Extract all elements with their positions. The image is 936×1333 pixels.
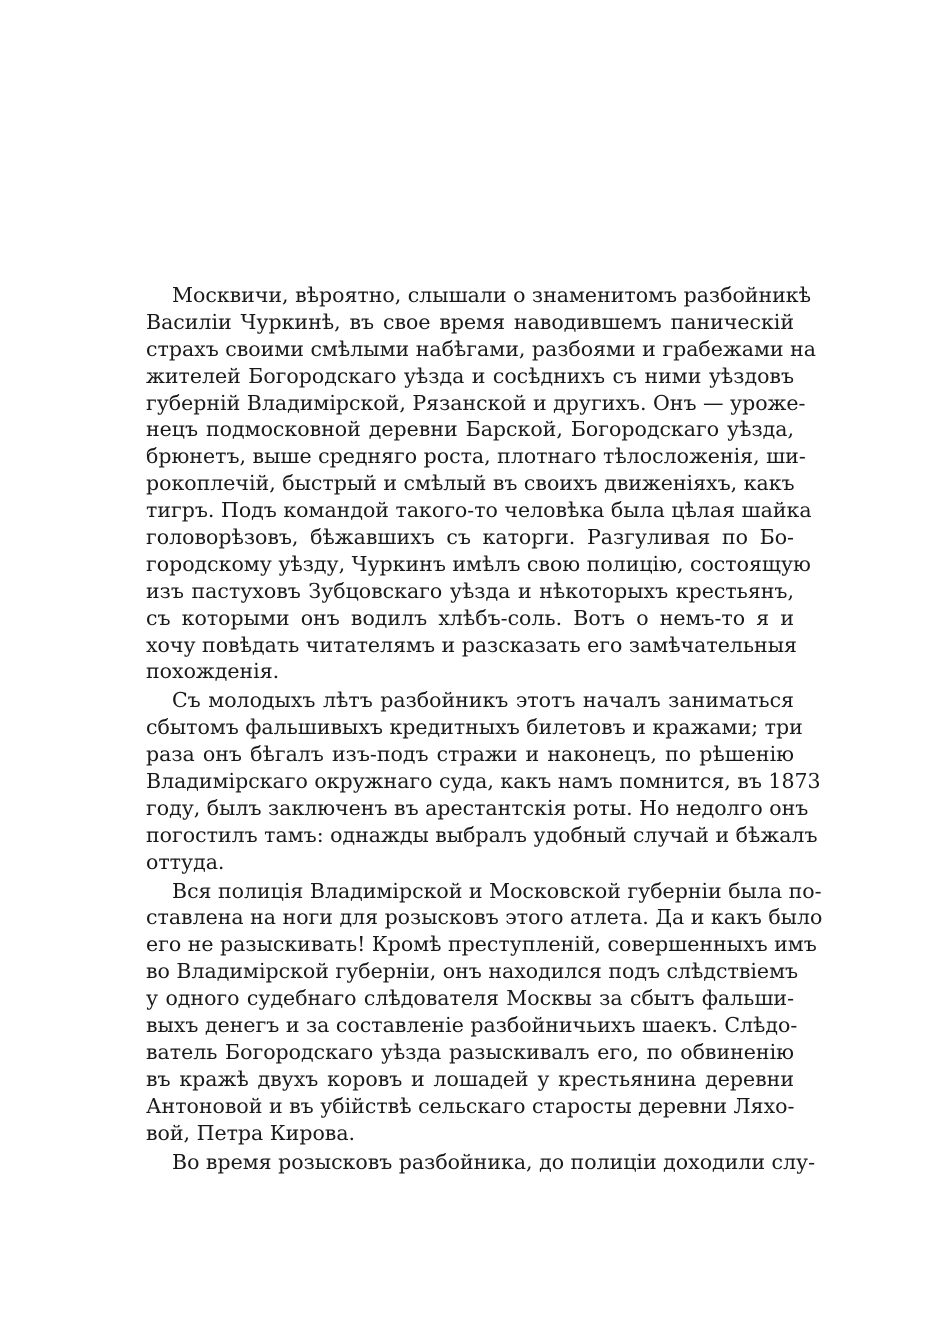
text-line: губерній Владимірской, Рязанской и другихъ. Онъ — уроже-: [146, 390, 806, 415]
text-line: выхъ денегъ и за составленіе разбойничьихъ шаекъ. Слѣдо-: [146, 1013, 798, 1038]
text-line: у одного судебнаго слѣдователя Москвы за сбытъ фальши-: [146, 986, 794, 1011]
text-line: Во время розысковъ разбойника, до полиціи доходили слу-: [172, 1149, 816, 1174]
text-line: рокоплечій, быстрый и смѣлый въ своихъ движеніяхъ, какъ: [146, 471, 795, 496]
text-line: оттуда.: [146, 849, 225, 874]
text-line: вой, Петра Кирова.: [146, 1120, 356, 1145]
text-line: Антоновой и въ убійствѣ сельскаго старосты деревни Ляхо-: [146, 1093, 795, 1118]
text-line: раза онъ бѣгалъ изъ-подъ стражи и наконецъ, по рѣшенію: [146, 742, 794, 767]
text-line: нецъ подмосковной деревни Барской, Богородскаго уѣзда,: [146, 417, 794, 442]
text-line: съ которыми онъ водилъ хлѣбъ-соль. Вотъ о немъ-то я и: [146, 605, 794, 630]
text-line: году, былъ заключенъ въ арестантскія роты. Но недолго онъ: [146, 795, 809, 820]
text-line: изъ пастуховъ Зубцовскаго уѣзда и нѣкоторыхъ крестьянъ,: [146, 578, 794, 603]
text-line: въ кражѣ двухъ коровъ и лошадей у крестьянина деревни: [146, 1066, 794, 1091]
paragraph: [146, 878, 823, 1147]
paragraph: [146, 1149, 816, 1176]
text-line: похожденія.: [146, 659, 280, 684]
text-line: брюнетъ, выше средняго роста, плотнаго тѣлосложенія, ши-: [146, 444, 806, 469]
paragraph: [146, 687, 821, 875]
text-line: погостилъ тамъ: однажды выбралъ удобный случай и бѣжалъ: [146, 822, 818, 847]
paragraph: [146, 282, 816, 685]
text-line: сбытомъ фальшивыхъ кредитныхъ билетовъ и кражами; три: [146, 715, 803, 740]
text-line: головорѣзовъ, бѣжавшихъ съ каторги. Разгуливая по Бо-: [146, 525, 794, 550]
text-line: тигръ. Подъ командой такого-то человѣка была цѣлая шайка: [146, 498, 812, 523]
text-line: ватель Богородскаго уѣзда разыскивалъ его, по обвиненію: [146, 1039, 794, 1064]
text-line: Вся полиція Владимірской и Московской губерніи была по-: [172, 878, 822, 903]
text-line: хочу повѣдать читателямъ и разсказать его замѣчательныя: [146, 632, 797, 657]
text-line: городскому уѣзду, Чуркинъ имѣлъ свою полицію, состоящую: [146, 551, 811, 576]
text-line: Москвичи, вѣроятно, слышали о знаменитомъ разбойникѣ: [172, 283, 811, 307]
text-line: жителей Богородскаго уѣзда и сосѣднихъ съ ними уѣздовъ: [146, 363, 794, 388]
text-line: Владимірскаго окружнаго суда, какъ намъ помнится, въ 1873: [146, 769, 821, 794]
text-line: Съ молодыхъ лѣтъ разбойникъ этотъ началъ заниматься: [172, 688, 794, 713]
text-line: ставлена на ноги для розысковъ этого атлета. Да и какъ было: [146, 905, 823, 930]
text-line: Василіи Чуркинѣ, въ свое время наводившемъ паническій: [146, 309, 794, 334]
body-text: [146, 282, 823, 1177]
text-line: его не разыскивать! Кромѣ преступленій, совершенныхъ имъ: [146, 932, 817, 957]
text-line: страхъ своими смѣлыми набѣгами, разбоями и грабежами на: [146, 336, 816, 361]
text-line: во Владимірской губерніи, онъ находился подъ слѣдствіемъ: [146, 959, 799, 984]
